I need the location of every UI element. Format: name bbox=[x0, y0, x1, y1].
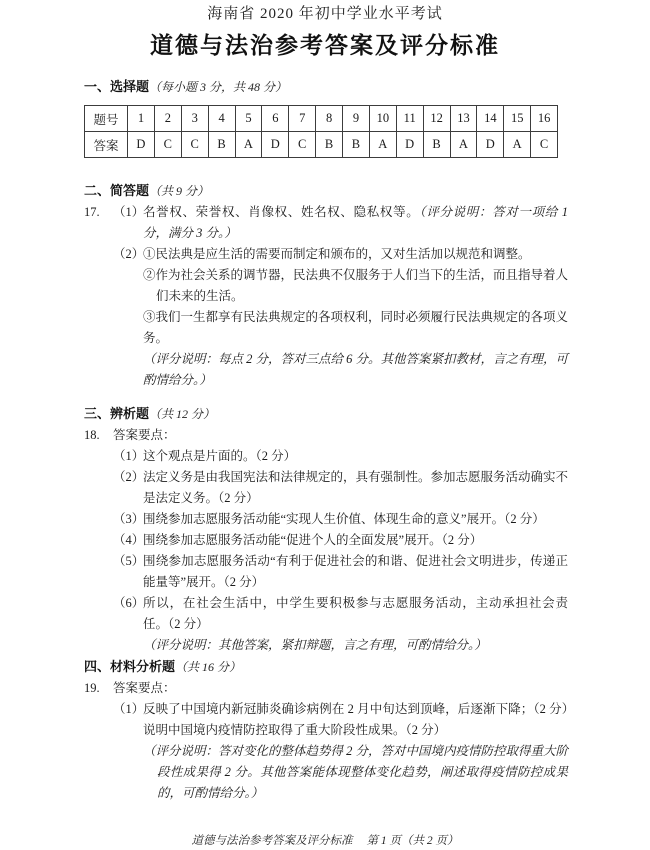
answer-line bbox=[84, 741, 568, 804]
answer-line bbox=[84, 244, 568, 391]
scoring-note: （评分说明：每点 2 分，答对三点给 6 分。其他答案紧扣教材，言之有理，可酌情给分。） bbox=[143, 352, 569, 387]
question-number-cell: 4 bbox=[208, 106, 235, 132]
point-label: （1） bbox=[113, 449, 145, 463]
answer-line bbox=[84, 446, 568, 467]
section-heading-text: 三、辨析题 bbox=[84, 406, 150, 421]
section-heading-note: （共 9 分） bbox=[149, 184, 210, 198]
answer-cell: B bbox=[423, 132, 450, 158]
question-number-cell: 9 bbox=[343, 106, 370, 132]
section-heading-discern bbox=[84, 403, 568, 425]
answer-cell: C bbox=[289, 132, 316, 158]
scoring-note: （评分说明：答对变化的整体趋势得 2 分，答对中国境内疫情防控取得重大阶段性成果得 2 分。其他答案能体现整体变化趋势，阐述取得疫情防控成果的，可酌情给分。） bbox=[143, 744, 569, 800]
answer-text: 围绕参加志愿服务活动能“促进个人的全面发展”展开。（2 分） bbox=[143, 533, 483, 547]
section-heading-note: （共 12 分） bbox=[149, 407, 216, 421]
question-number-cell: 3 bbox=[181, 106, 208, 132]
answer-cell: A bbox=[450, 132, 477, 158]
section-heading-material bbox=[84, 656, 568, 678]
answer-line bbox=[84, 699, 568, 741]
section-heading-text: 一、选择题 bbox=[84, 79, 150, 94]
answer-subpoint: ②作为社会关系的调节器，民法典不仅服务于人们当下的生活，而且指导着人们未来的生活。 bbox=[143, 268, 569, 303]
row-header-cell: 题号 bbox=[85, 106, 128, 132]
question-18 bbox=[84, 425, 568, 656]
question-number-cell: 14 bbox=[477, 106, 504, 132]
question-number-cell: 11 bbox=[396, 106, 423, 132]
answer-line bbox=[84, 678, 568, 699]
question-number-cell: 2 bbox=[154, 106, 181, 132]
answer-line bbox=[84, 530, 568, 551]
point-label: （2） bbox=[113, 247, 145, 261]
answer-cell: D bbox=[262, 132, 289, 158]
point-label: （2） bbox=[113, 470, 145, 484]
answer-line bbox=[84, 509, 568, 530]
answer-cell: C bbox=[181, 132, 208, 158]
footer-doc-label: 道德与法治参考答案及评分标准 bbox=[191, 835, 353, 847]
point-label: （4） bbox=[113, 533, 145, 547]
point-label: （5） bbox=[113, 554, 145, 568]
question-number-cell: 8 bbox=[316, 106, 343, 132]
question-number: 18. bbox=[84, 428, 100, 442]
section-heading-text: 二、简答题 bbox=[84, 183, 150, 198]
scoring-note: （评分说明：答对一项给 1 分，满分 3 分。） bbox=[143, 205, 568, 240]
answer-subpoint: ①民法典是应生活的需要而制定和颁布的，又对生活加以规范和调整。 bbox=[143, 247, 531, 261]
question-number-cell: 10 bbox=[369, 106, 396, 132]
footer-page-number: 第 1 页（共 2 页） bbox=[366, 835, 459, 847]
answer-cell: C bbox=[154, 132, 181, 158]
page-content bbox=[84, 76, 568, 804]
question-number: 17. bbox=[84, 205, 100, 219]
point-label: （3） bbox=[113, 512, 145, 526]
point-label: （6） bbox=[113, 596, 145, 610]
question-number-cell: 15 bbox=[504, 106, 531, 132]
section-heading-text: 四、材料分析题 bbox=[84, 659, 176, 674]
page-footer bbox=[0, 832, 650, 850]
answer-cell: B bbox=[316, 132, 343, 158]
answer-cell: D bbox=[128, 132, 155, 158]
answer-subpoint: ③我们一生都享有民法典规定的各项权利，同时必须履行民法典规定的各项义务。 bbox=[143, 310, 569, 345]
answer-text: 围绕参加志愿服务活动“有利于促进社会的和谐、促进社会文明进步，传递正能量等”展开。（2 分） bbox=[143, 554, 568, 589]
answer-line bbox=[84, 202, 568, 244]
question-number-cell: 5 bbox=[235, 106, 262, 132]
table-row-answers bbox=[85, 132, 558, 158]
question-17 bbox=[84, 202, 568, 391]
answer-intro: 答案要点： bbox=[113, 681, 176, 695]
answer-cell: A bbox=[235, 132, 262, 158]
answer-cell: D bbox=[477, 132, 504, 158]
point-label: （1） bbox=[113, 205, 145, 219]
answer-cell: D bbox=[396, 132, 423, 158]
answer-cell: B bbox=[343, 132, 370, 158]
section-heading-note: （每小题 3 分，共 48 分） bbox=[149, 80, 288, 94]
answer-cell: B bbox=[208, 132, 235, 158]
section-heading-choice bbox=[84, 76, 568, 98]
question-number-cell: 6 bbox=[262, 106, 289, 132]
answer-body: 名誉权、荣誉权、肖像权、姓名权、隐私权等。 bbox=[143, 205, 420, 219]
answer-text: 反映了中国境内新冠肺炎确诊病例在 2 月中旬达到顶峰，后逐渐下降；（2 分）说明中国境内疫情防控取得了重大阶段性成果。（2 分） bbox=[143, 702, 568, 737]
row-header-cell: 答案 bbox=[85, 132, 128, 158]
section-heading-short-answer bbox=[84, 180, 568, 202]
answer-intro: 答案要点： bbox=[113, 428, 176, 442]
answer-line bbox=[84, 425, 568, 446]
answer-cell: A bbox=[369, 132, 396, 158]
answer-text bbox=[143, 244, 568, 391]
answer-text bbox=[143, 202, 568, 244]
table-row-question-numbers bbox=[85, 106, 558, 132]
question-number-cell: 13 bbox=[450, 106, 477, 132]
question-number-cell: 1 bbox=[128, 106, 155, 132]
answer-text: 围绕参加志愿服务活动能“实现人生价值、体现生命的意义”展开。（2 分） bbox=[143, 512, 545, 526]
question-number: 19. bbox=[84, 681, 100, 695]
question-number-cell: 16 bbox=[531, 106, 558, 132]
answer-line bbox=[84, 467, 568, 509]
doc-title: 道德与法治参考答案及评分标准 bbox=[150, 32, 500, 58]
scoring-note: （评分说明：其他答案，紧扣辩题，言之有理，可酌情给分。） bbox=[143, 638, 487, 652]
answer-cell: A bbox=[504, 132, 531, 158]
question-number-cell: 7 bbox=[289, 106, 316, 132]
question-number-cell: 12 bbox=[423, 106, 450, 132]
answer-cell: C bbox=[531, 132, 558, 158]
answer-text: 所以，在社会生活中，中学生要积极参与志愿服务活动，主动承担社会责任。（2 分） bbox=[143, 596, 568, 631]
question-19 bbox=[84, 678, 568, 804]
point-label: （1） bbox=[113, 702, 145, 716]
exam-title: 海南省 2020 年初中学业水平考试 bbox=[207, 6, 443, 22]
answer-line bbox=[84, 551, 568, 593]
section-heading-note: （共 16 分） bbox=[175, 660, 242, 674]
answer-line bbox=[84, 593, 568, 635]
answer-line bbox=[84, 635, 568, 656]
answer-text: 这个观点是片面的。（2 分） bbox=[143, 449, 297, 463]
choice-answer-table bbox=[84, 105, 558, 158]
answer-text: 法定义务是由我国宪法和法律规定的，具有强制性。参加志愿服务活动确实不是法定义务。（2 分） bbox=[143, 470, 569, 505]
